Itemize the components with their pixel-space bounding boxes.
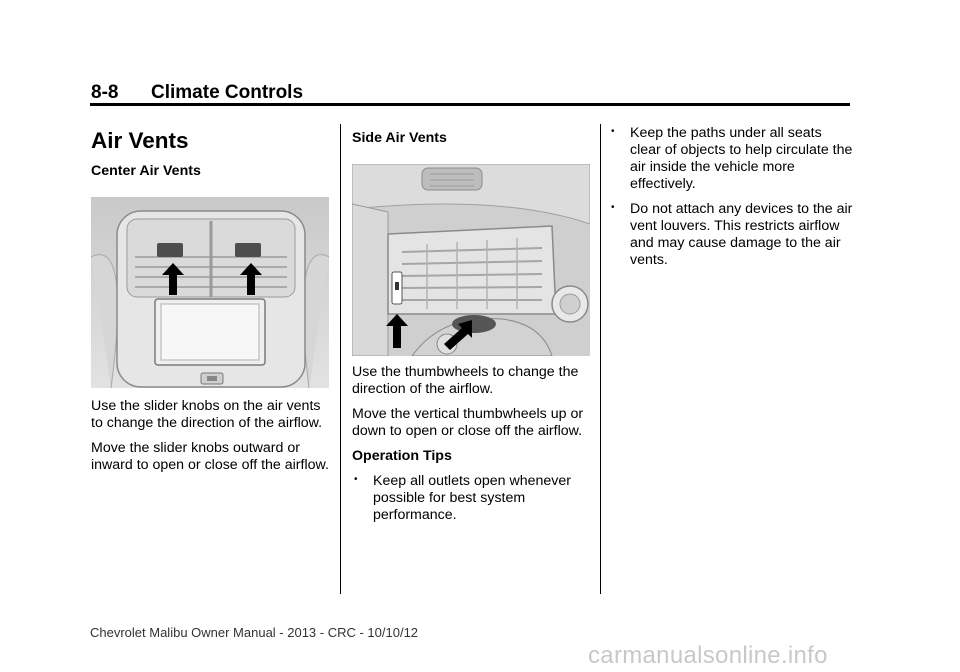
column-1 [91, 125, 331, 474]
page-title: Air Vents [91, 128, 189, 153]
bullet-glyph: • [611, 202, 615, 213]
site-watermark: carmanualsonline.info [588, 642, 828, 669]
column-divider-2 [600, 124, 601, 594]
page-footer: Chevrolet Malibu Owner Manual - 2013 - CRC - 10/10/12 [90, 625, 419, 640]
tip-text-3: Do not attach any devices to the air vent louvers. This restricts airflow and may cause damage to the air vents. [630, 201, 853, 268]
side-air-vent-illustration [352, 164, 590, 356]
tip-bullet-1 [352, 473, 592, 524]
tip-text-2: Keep the paths under all seats clear of objects to help circulate the air inside the vehicle more effectively. [630, 125, 853, 192]
section-title: Climate Controls [151, 82, 304, 103]
tip-bullet-2 [609, 125, 854, 193]
center-vents-para-1: Use the slider knobs on the air vents to change the direction of the airflow. [91, 398, 323, 431]
side-vents-para-1: Use the thumbwheels to change the direction of the airflow. [352, 364, 579, 397]
side-vents-heading: Side Air Vents [352, 130, 447, 146]
header-rule [90, 103, 850, 106]
column-2 [352, 125, 592, 532]
bullet-glyph: • [354, 474, 358, 485]
tip-bullet-3 [609, 201, 854, 269]
tip-text-1: Keep all outlets open whenever possible for best system performance. [373, 473, 571, 523]
bullet-glyph: • [611, 126, 615, 137]
center-air-vents-illustration [91, 197, 329, 388]
side-vents-para-2: Move the vertical thumbwheels up or down to open or close off the airflow. [352, 406, 584, 439]
column-3 [609, 125, 854, 277]
operation-tips-heading: Operation Tips [352, 448, 452, 464]
center-vents-para-2: Move the slider knobs outward or inward to open or close off the airflow. [91, 440, 329, 473]
column-divider-1 [340, 124, 341, 594]
page-number: 8-8 [91, 82, 119, 103]
center-vents-heading: Center Air Vents [91, 163, 201, 179]
